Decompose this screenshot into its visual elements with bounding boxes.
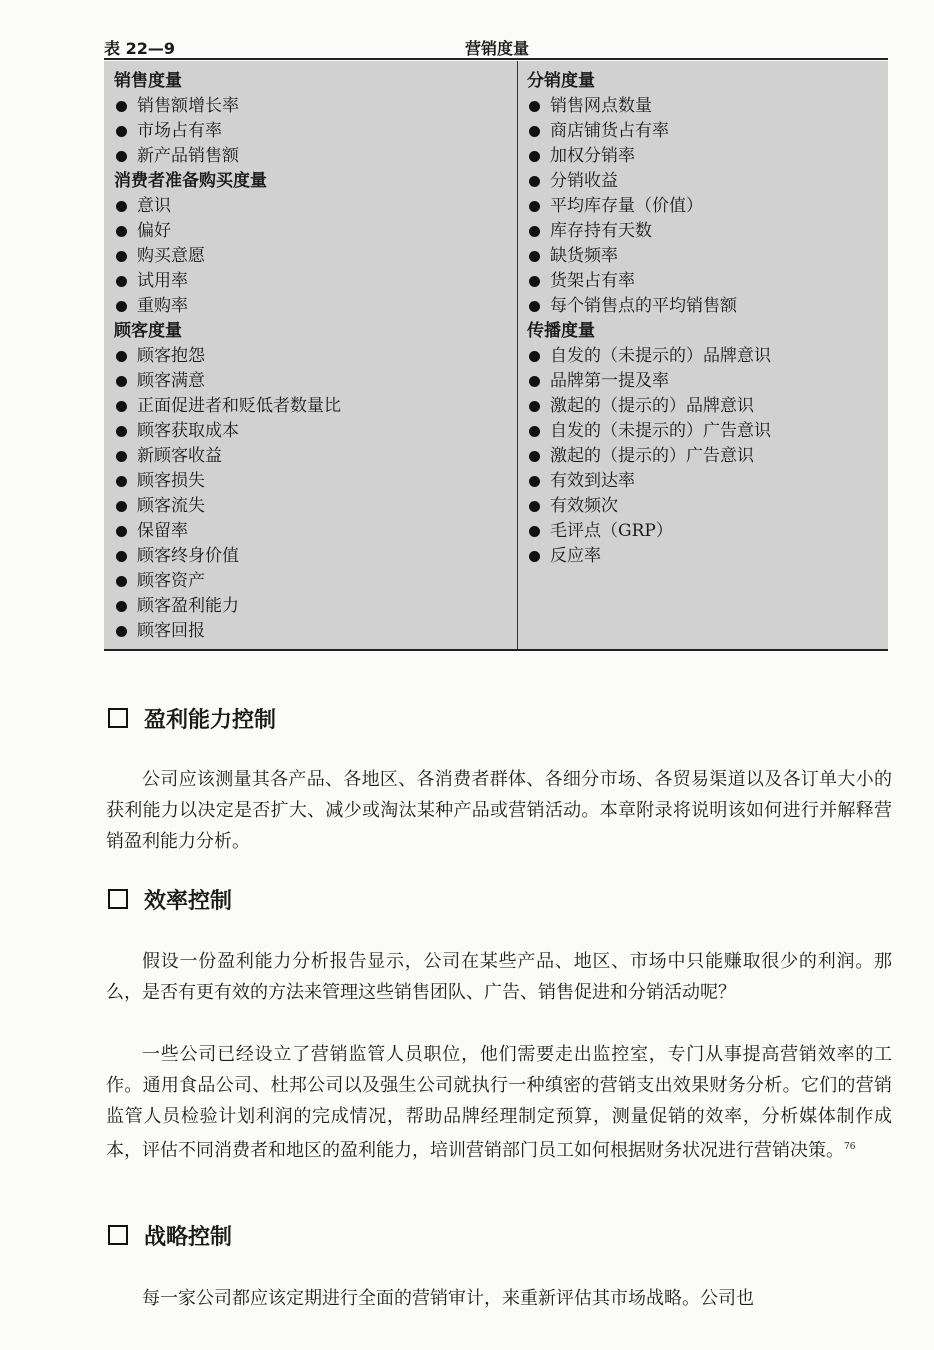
bullet-icon — [116, 551, 127, 562]
metric-item — [527, 394, 882, 419]
caption-rule — [104, 58, 888, 60]
checkbox-square-icon — [108, 708, 128, 728]
metric-item — [114, 444, 509, 469]
metric-label: 平均库存量（价值） — [550, 196, 703, 216]
metric-item — [114, 269, 509, 294]
metric-item — [114, 594, 509, 619]
bullet-icon — [116, 476, 127, 487]
metric-item — [114, 244, 509, 269]
metric-item — [114, 394, 509, 419]
metric-item — [527, 469, 882, 494]
table-number: 表 22—9 — [104, 39, 175, 58]
bullet-icon — [116, 601, 127, 612]
metric-item — [114, 469, 509, 494]
metric-item — [527, 269, 882, 294]
metric-label: 保留率 — [137, 521, 188, 541]
metric-label: 分销收益 — [550, 171, 618, 191]
bullet-icon — [529, 526, 540, 537]
checkbox-square-icon — [108, 889, 128, 909]
bullet-icon — [116, 301, 127, 312]
metric-label: 顾客满意 — [137, 371, 205, 391]
bullet-icon — [529, 101, 540, 112]
metric-item — [114, 544, 509, 569]
bullet-icon — [529, 501, 540, 512]
metric-item — [114, 194, 509, 219]
bullet-icon — [529, 301, 540, 312]
metric-item — [527, 194, 882, 219]
metric-item — [114, 294, 509, 319]
bullet-icon — [529, 476, 540, 487]
bullet-icon — [529, 376, 540, 387]
metrics-table — [104, 61, 888, 651]
bullet-icon — [529, 426, 540, 437]
metric-label: 试用率 — [137, 271, 188, 291]
bullet-icon — [116, 251, 127, 262]
metric-label: 顾客终身价值 — [137, 546, 239, 566]
metric-item — [114, 144, 509, 169]
metric-item — [527, 244, 882, 269]
metric-item — [527, 119, 882, 144]
metric-label: 缺货频率 — [550, 246, 618, 266]
metric-item — [527, 519, 882, 544]
strategy-control-heading — [108, 1222, 232, 1254]
footnote-marker: 76 — [844, 1142, 856, 1152]
bullet-icon — [529, 351, 540, 362]
section-heading: 顾客度量 — [114, 321, 182, 341]
section-heading: 消费者准备购买度量 — [114, 171, 267, 191]
metric-label: 自发的（未提示的）品牌意识 — [550, 346, 771, 366]
bullet-icon — [529, 551, 540, 562]
bullet-icon — [529, 126, 540, 137]
metric-item — [527, 169, 882, 194]
metric-label: 品牌第一提及率 — [550, 371, 669, 391]
efficiency-paragraph-2 — [106, 1039, 892, 1166]
left-column — [114, 69, 509, 644]
metric-label: 毛评点（GRP） — [550, 521, 673, 541]
bullet-icon — [116, 501, 127, 512]
efficiency-paragraph-2-text: 一些公司已经设立了营销监管人员职位，他们需要走出监控室，专门从事提高营销效率的工作。通用食品公司、杜邦公司以及强生公司就执行一种缜密的营销支出效果财务分析。它们的营销监管人员检验计划利润的完成情况，帮助品牌经理制定预算，测量促销的效率，分析媒体制作成本，评估不同消费者和地区的盈利能力，培训营销部门员工如何根据财务状况进行营销决策。 — [106, 1044, 892, 1161]
metric-label: 市场占有率 — [137, 121, 222, 141]
bullet-icon — [116, 276, 127, 287]
metric-label: 顾客损失 — [137, 471, 205, 491]
bullet-icon — [116, 376, 127, 387]
metric-label: 销售额增长率 — [137, 96, 239, 116]
bullet-icon — [116, 451, 127, 462]
metric-item — [527, 544, 882, 569]
bullet-icon — [116, 401, 127, 412]
section-heading: 传播度量 — [527, 321, 595, 341]
efficiency-control-title: 效率控制 — [144, 889, 233, 914]
metric-label: 顾客流失 — [137, 496, 205, 516]
metric-item — [527, 419, 882, 444]
metric-label: 激起的（提示的）品牌意识 — [550, 396, 754, 416]
bullet-icon — [529, 276, 540, 287]
table-title: 营销度量 — [464, 39, 529, 58]
metric-label: 顾客盈利能力 — [137, 596, 239, 616]
checkbox-square-icon — [108, 1225, 128, 1245]
metric-label: 有效到达率 — [550, 471, 635, 491]
metric-item — [527, 444, 882, 469]
metric-item — [527, 369, 882, 394]
efficiency-control-heading — [108, 886, 232, 918]
metric-label: 有效频次 — [550, 496, 618, 516]
metric-label: 正面促进者和贬低者数量比 — [137, 396, 341, 416]
bullet-icon — [116, 526, 127, 537]
bullet-icon — [116, 226, 127, 237]
metric-label: 销售网点数量 — [550, 96, 652, 116]
bullet-icon — [529, 251, 540, 262]
metric-label: 重购率 — [137, 296, 188, 316]
metric-item — [114, 344, 509, 369]
bullet-icon — [529, 201, 540, 212]
metric-label: 新顾客收益 — [137, 446, 222, 466]
right-column — [527, 69, 882, 569]
metric-label: 每个销售点的平均销售额 — [550, 296, 737, 316]
strategy-paragraph: 每一家公司都应该定期进行全面的营销审计，来重新评估其市场战略。公司也 — [142, 1288, 754, 1309]
metric-label: 反应率 — [550, 546, 601, 566]
bullet-icon — [529, 151, 540, 162]
metric-item — [114, 119, 509, 144]
efficiency-paragraph-1: 假设一份盈利能力分析报告显示，公司在某些产品、地区、市场中只能赚取很少的利润。那么，是否有更有效的方法来管理这些销售团队、广告、销售促进和分销活动呢？ — [106, 951, 892, 1003]
metric-item — [114, 619, 509, 644]
metric-item — [114, 569, 509, 594]
bullet-icon — [116, 151, 127, 162]
bullet-icon — [116, 426, 127, 437]
strategy-control-title: 战略控制 — [144, 1225, 233, 1250]
bullet-icon — [116, 126, 127, 137]
bullet-icon — [116, 576, 127, 587]
metric-item — [527, 144, 882, 169]
metric-label: 意识 — [137, 196, 171, 216]
profit-control-heading — [108, 705, 276, 737]
metric-item — [114, 519, 509, 544]
metric-label: 购买意愿 — [137, 246, 205, 266]
metric-label: 顾客回报 — [137, 621, 205, 641]
metric-item — [527, 94, 882, 119]
bullet-icon — [529, 176, 540, 187]
table-caption — [104, 32, 890, 58]
profit-control-paragraph: 公司应该测量其各产品、各地区、各消费者群体、各细分市场、各贸易渠道以及各订单大小的获利能力以决定是否扩大、减少或淘汰某种产品或营销活动。本章附录将说明该如何进行并解释营销盈利能力分析。 — [106, 769, 892, 852]
metric-item — [114, 419, 509, 444]
bullet-icon — [529, 451, 540, 462]
metric-label: 激起的（提示的）广告意识 — [550, 446, 754, 466]
metric-item — [114, 494, 509, 519]
metric-label: 库存持有天数 — [550, 221, 652, 241]
bullet-icon — [529, 401, 540, 412]
bullet-icon — [116, 626, 127, 637]
bullet-icon — [116, 101, 127, 112]
bullet-icon — [116, 201, 127, 212]
metric-item — [527, 494, 882, 519]
metric-label: 加权分销率 — [550, 146, 635, 166]
bullet-icon — [116, 351, 127, 362]
metric-label: 顾客获取成本 — [137, 421, 239, 441]
metric-item — [527, 219, 882, 244]
metric-label: 自发的（未提示的）广告意识 — [550, 421, 771, 441]
metric-item — [527, 294, 882, 319]
metric-item — [114, 219, 509, 244]
metric-item — [114, 369, 509, 394]
profit-control-title: 盈利能力控制 — [144, 708, 277, 733]
metric-label: 顾客抱怨 — [137, 346, 205, 366]
metric-label: 新产品销售额 — [137, 146, 239, 166]
metric-item — [114, 94, 509, 119]
metric-label: 商店铺货占有率 — [550, 121, 669, 141]
section-heading: 销售度量 — [114, 71, 182, 91]
bullet-icon — [529, 226, 540, 237]
metric-label: 货架占有率 — [550, 271, 635, 291]
column-divider — [517, 61, 518, 649]
metric-item — [527, 344, 882, 369]
metric-label: 顾客资产 — [137, 571, 205, 591]
section-heading: 分销度量 — [527, 71, 595, 91]
metric-label: 偏好 — [137, 221, 171, 241]
